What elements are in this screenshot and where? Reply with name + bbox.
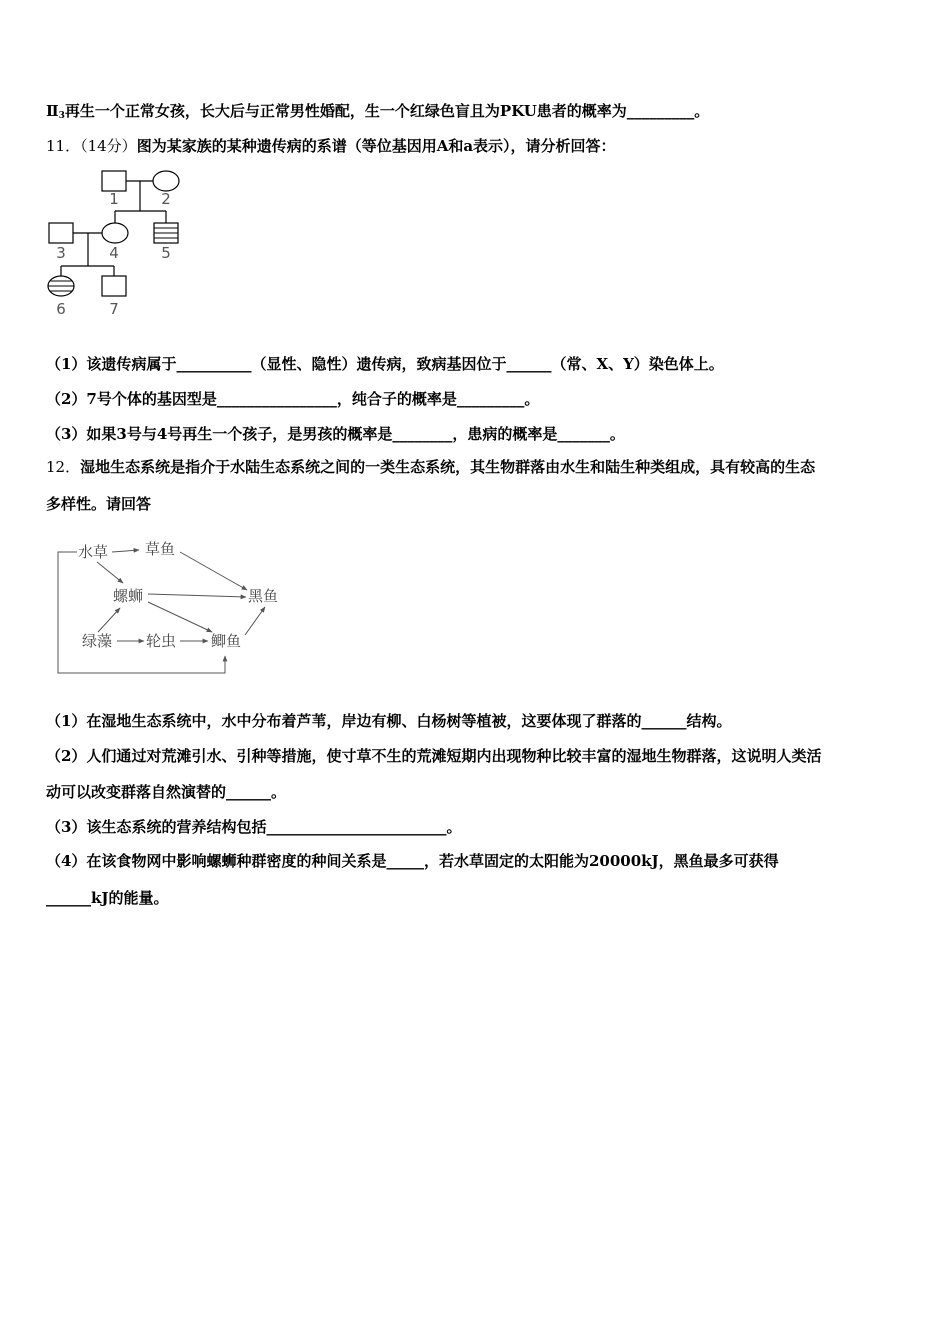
loop-arrow-waterweed-to-crucian: [58, 552, 225, 673]
q12-number: 12．: [46, 458, 81, 476]
arrow-grasscarp-to-snakehead: [180, 552, 247, 590]
pedigree-label-6: 6: [56, 300, 66, 318]
arrow-algae-to-snail: [98, 608, 120, 632]
node-green-algae: 绿藻: [82, 632, 113, 650]
arrow-snail-to-snakehead: [148, 594, 246, 597]
arrow-waterweed-to-grasscarp: [112, 550, 139, 552]
arrow-crucian-to-snakehead: [245, 607, 265, 635]
q11-sub2: （2）7号个体的基因型是________________，纯合子的概率是_________。: [46, 390, 540, 408]
q12-sub2-line2: 动可以改变群落自然演替的______。: [46, 783, 287, 801]
node-grass-carp: 草鱼: [145, 540, 176, 558]
q12-sub4-line2: ______kJ的能量。: [46, 889, 169, 907]
pedigree-label-1: 1: [109, 190, 119, 208]
roman-subscript: 3: [58, 111, 65, 121]
q11-points: （14分）: [80, 137, 137, 155]
q12-stem-1: 湿地生态系统是指介于水陆生态系统之间的一类生态系统，其生物群落由水生和陆生种类组成，具有较高的生态: [80, 458, 816, 476]
q11-number: 11．: [46, 137, 81, 155]
q12-sub1: （1）在湿地生态系统中，水中分布着芦苇，岸边有柳、白杨树等植被，这要体现了群落的______结构。: [46, 712, 732, 730]
node-crucian-carp: 鲫鱼: [211, 632, 242, 650]
q12-stem-line2: 多样性。请回答: [46, 495, 152, 513]
node-rotifer: 轮虫: [146, 632, 177, 650]
pedigree-label-7: 7: [109, 300, 119, 318]
node-snail: 螺蛳: [113, 587, 144, 605]
arrow-snail-to-crucian: [148, 602, 212, 632]
prev-question-text: 再生一个正常女孩，长大后与正常男性婚配，生一个红绿色盲且为PKU患者的概率为_________。: [64, 102, 710, 120]
pedigree-label-2: 2: [161, 190, 171, 208]
roman-numeral: Ⅱ: [46, 102, 59, 120]
pedigree-label-5: 5: [161, 244, 171, 262]
pedigree-label-3: 3: [56, 244, 66, 262]
node-snakehead: 黑鱼: [248, 587, 279, 605]
q12-sub2-line1: （2）人们通过对荒滩引水、引种等措施，使寸草不生的荒滩短期内出现物种比较丰富的湿地生物群落，这说明人类活: [46, 747, 822, 765]
q12-sub3: （3）该生态系统的营养结构包括________________________。: [46, 818, 462, 836]
pedigree-label-4: 4: [109, 244, 119, 262]
q11-sub3: （3）如果3号与4号再生一个孩子，是男孩的概率是________，患病的概率是_______。: [46, 425, 625, 443]
q11-stem: 图为某家族的某种遗传病的系谱（等位基因用A和a表示），请分析回答：: [136, 137, 616, 155]
node-water-grass: 水草: [78, 543, 109, 561]
arrow-waterweed-to-snail: [97, 562, 123, 583]
q11-sub1: （1）该遗传病属于__________（显性、隐性）遗传病，致病基因位于______（常、X、Y）染色体上。: [46, 355, 724, 373]
q12-sub4-line1: （4）在该食物网中影响螺蛳种群密度的种间关系是_____，若水草固定的太阳能为20000kJ，黑鱼最多可获得: [46, 852, 779, 870]
